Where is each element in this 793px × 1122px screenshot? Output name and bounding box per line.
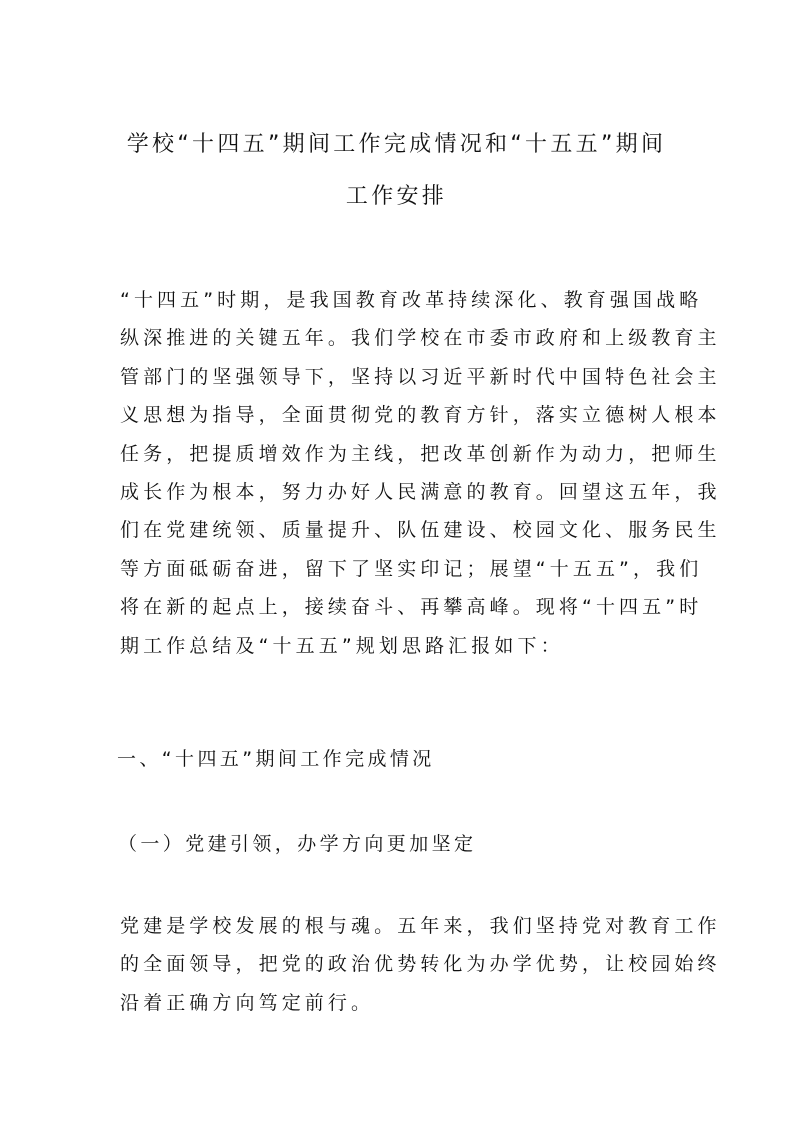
title-line-2: 工作安排 — [345, 184, 448, 209]
subsection-heading: （一）党建引领，办学方向更加坚定 — [118, 833, 477, 855]
intro-line-10: 期工作总结及“十五五”规划思路汇报如下： — [120, 634, 564, 657]
section-line-2: 的全面领导，把党的政治优势转化为办学优势，让校园始终 — [120, 953, 721, 976]
intro-line-5: 任务，把提质增效作为主线，把改革创新作为动力，把师生 — [120, 442, 721, 465]
intro-line-4: 义思想为指导，全面贯彻党的教育方针，落实立德树人根本 — [120, 404, 721, 427]
intro-line-2: 纵深推进的关键五年。我们学校在市委市政府和上级教育主 — [120, 327, 721, 350]
section-paragraph — [120, 907, 721, 1022]
section-heading: 一、“十四五”期间工作完成情况 — [117, 748, 435, 770]
intro-line-3: 管部门的坚强领导下，坚持以习近平新时代中国特色社会主 — [120, 365, 721, 388]
intro-line-1: “十四五”时期，是我国教育改革持续深化、教育强国战略 — [120, 289, 703, 311]
intro-line-7: 们在党建统领、质量提升、队伍建设、校园文化、服务民生 — [120, 519, 721, 542]
intro-line-8: 等方面砥砺奋进，留下了坚实印记；展望“十五五”，我们 — [120, 557, 703, 580]
title-line-1: 学校“十四五”期间工作完成情况和“十五五”期间 — [126, 132, 667, 157]
section-line-3: 沿着正确方向笃定前行。 — [120, 991, 375, 1014]
intro-paragraph — [120, 281, 721, 665]
document-title — [110, 119, 683, 223]
intro-line-9: 将在新的起点上，接续奋斗、再攀高峰。现将“十四五”时 — [120, 596, 703, 619]
section-line-1: 党建是学校发展的根与魂。五年来，我们坚持党对教育工作 — [120, 915, 721, 937]
intro-line-6: 成长作为根本，努力办好人民满意的教育。回望这五年，我 — [120, 481, 721, 504]
